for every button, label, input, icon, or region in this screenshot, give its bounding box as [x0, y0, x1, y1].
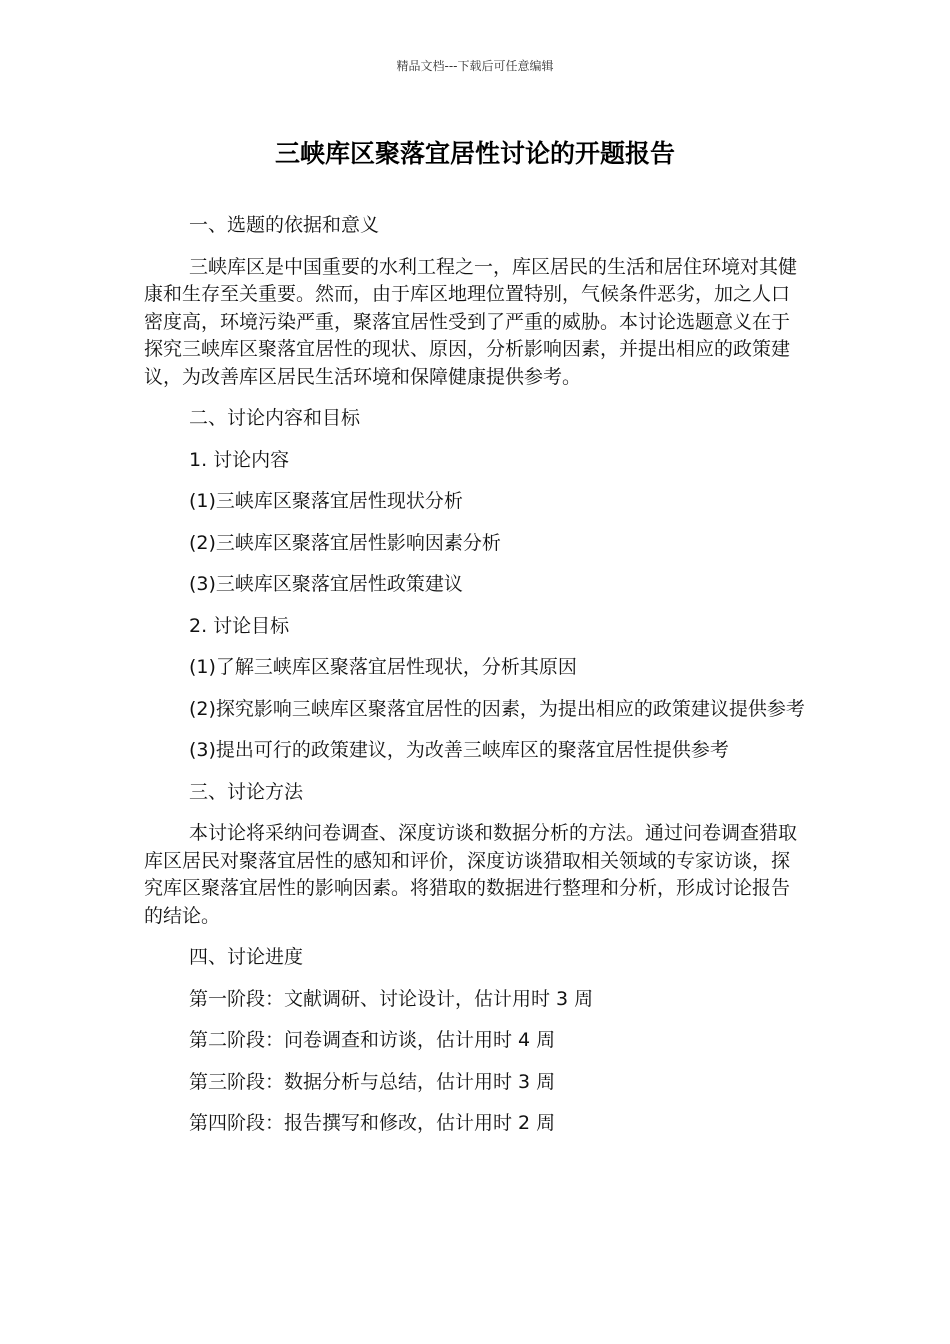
- body-paragraph: 本讨论将采纳问卷调查、深度访谈和数据分析的方法。通过问卷调查猎取库区居民对聚落宜居性的感知和评价，深度访谈猎取相关领域的专家访谈，探究库区聚落宜居性的影响因素。将猎取的数据进行整理和分析，形成讨论报告的结论。: [144, 822, 798, 927]
- schedule-item: 第三阶段：数据分析与总结，估计用时 3 周: [189, 1070, 556, 1093]
- section-heading-4: 四、讨论进度: [189, 946, 304, 968]
- list-item: (1)了解三峡库区聚落宜居性现状，分析其原因: [189, 656, 577, 678]
- schedule-item: 第一阶段：文献调研、讨论设计，估计用时 3 周: [189, 987, 594, 1010]
- list-item: (1)三峡库区聚落宜居性现状分析: [189, 490, 463, 512]
- subsection-heading: 2. 讨论目标: [189, 614, 290, 637]
- section-heading-1: 一、选题的依据和意义: [189, 214, 380, 236]
- schedule-item: 第二阶段：问卷调查和访谈，估计用时 4 周: [189, 1029, 556, 1051]
- subsection-heading: 1. 讨论内容: [189, 448, 290, 471]
- list-item: (2)三峡库区聚落宜居性影响因素分析: [189, 531, 501, 554]
- list-item: (3)三峡库区聚落宜居性政策建议: [189, 573, 463, 595]
- document-title: 三峡库区聚落宜居性讨论的开题报告: [274, 139, 675, 168]
- document-body: [144, 212, 806, 1152]
- list-item: (2)探究影响三峡库区聚落宜居性的因素，为提出相应的政策建议提供参考: [189, 697, 805, 720]
- section-heading-2: 二、讨论内容和目标: [189, 407, 361, 429]
- page-header: 精品文档---下载后可任意编辑: [396, 59, 554, 73]
- body-paragraph: 三峡库区是中国重要的水利工程之一，库区居民的生活和居住环境对其健康和生存至关重要。然而，由于库区地理位置特别，气候条件恶劣，加之人口密度高，环境污染严重，聚落宜居性受到了严重的威胁。本讨论选题意义在于探究三峡库区聚落宜居性的现状、原因，分析影响因素，并提出相应的政策建议，为改善库区居民生活环境和保障健康提供参考。: [144, 255, 798, 388]
- schedule-item: 第四阶段：报告撰写和修改，估计用时 2 周: [189, 1112, 556, 1134]
- list-item: (3)提出可行的政策建议，为改善三峡库区的聚落宜居性提供参考: [189, 739, 729, 761]
- section-heading-3: 三、讨论方法: [189, 780, 304, 803]
